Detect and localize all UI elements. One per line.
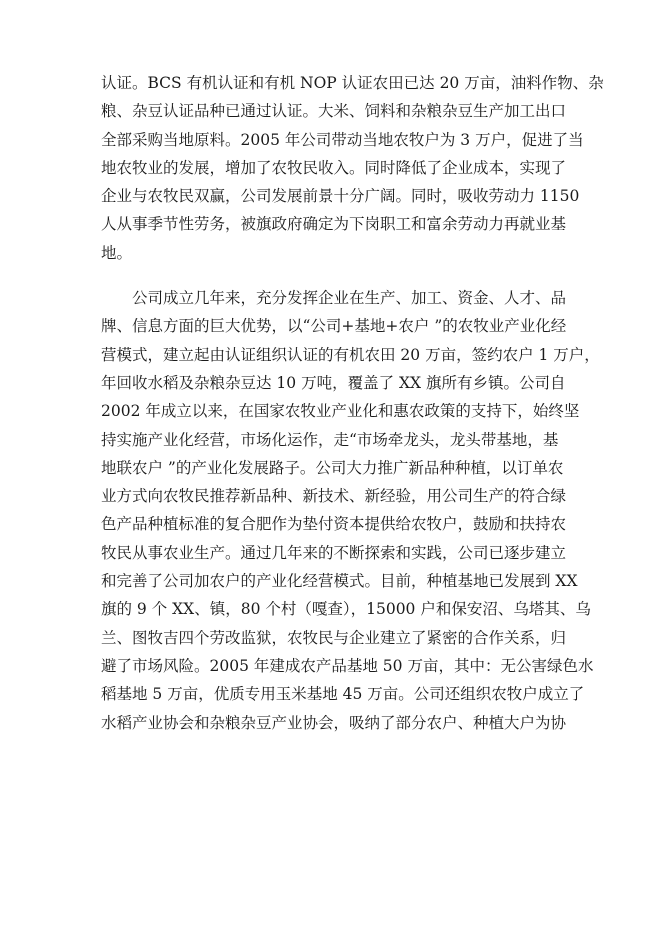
text-line: 兰、图牧吉四个劳改监狱，农牧民与企业建立了紧密的合作关系，归 [101,628,567,647]
text-line: 避了市场风险。2005 年建成农产品基地 50 万亩，其中：无公害绿色水 [101,656,594,675]
text-line: 地联农户 ”的产业化发展路子。公司大力推广新品种种植，以订单农 [101,458,564,477]
text-line: 色产品种植标准的复合肥作为垫付资本提供给农牧户，鼓励和扶持农 [101,515,567,534]
text-line: 牧民从事农业生产。通过几年来的不断探索和实践，公司已逐步建立 [101,543,567,562]
paragraph-gap [101,267,564,284]
text-line: 认证。BCS 有机认证和有机 NOP 认证农田已达 20 万亩，油料作物、杂 [101,74,604,92]
text-line: 业方式向农牧民推荐新品种、新技术、新经验，用公司生产的符合绿 [101,487,567,506]
paragraph-1 [101,69,604,267]
text-line: 和完善了公司加农户的产业化经营模式。目前，种植基地已发展到 XX [101,572,578,591]
text-line: 营模式，建立起由认证组织认证的有机农田 20 万亩，签约农户 1 万户， [101,345,600,364]
text-line: 企业与农牧民双赢，公司发展前景十分广阔。同时，吸收劳动力 1150 [101,187,580,206]
paragraph-2 [101,284,600,737]
document-page [101,69,604,737]
text-line: 2002 年成立以来，在国家农牧业产业化和惠农政策的支持下，始终坚 [101,402,580,421]
text-line: 水稻产业协会和杂粮杂豆产业协会，吸纳了部分农户、种植大户为协 [101,713,567,732]
text-line: 持实施产业化经营，市场化运作，走“市场牵龙头，龙头带基地，基 [101,430,559,449]
text-line: 旗的 9 个 XX、镇，80 个村（嘎查），15000 户和保安沼、乌塔其、乌 [101,600,591,619]
text-line: 地。 [101,243,133,262]
text-line: 全部采购当地原料。2005 年公司带动当地农牧户为 3 万户，促进了当 [101,130,584,149]
text-line: 人从事季节性劳务，被旗政府确定为下岗职工和富余劳动力再就业基 [101,215,567,234]
text-line: 牌、信息方面的巨大优势，以“公司+基地+农户 ”的农牧业产业化经 [101,317,567,336]
text-line: 地农牧业的发展，增加了农牧民收入。同时降低了企业成本，实现了 [101,158,567,177]
text-line: 粮、杂豆认证品种已通过认证。大米、饲料和杂粮杂豆生产加工出口 [101,102,567,121]
text-line: 稻基地 5 万亩，优质专用玉米基地 45 万亩。公司还组织农牧户成立了 [101,685,585,704]
text-line: 年回收水稻及杂粮杂豆达 10 万吨，覆盖了 XX 旗所有乡镇。公司自 [101,373,566,392]
text-line: 公司成立几年来，充分发挥企业在生产、加工、资金、人才、品 [132,289,567,308]
